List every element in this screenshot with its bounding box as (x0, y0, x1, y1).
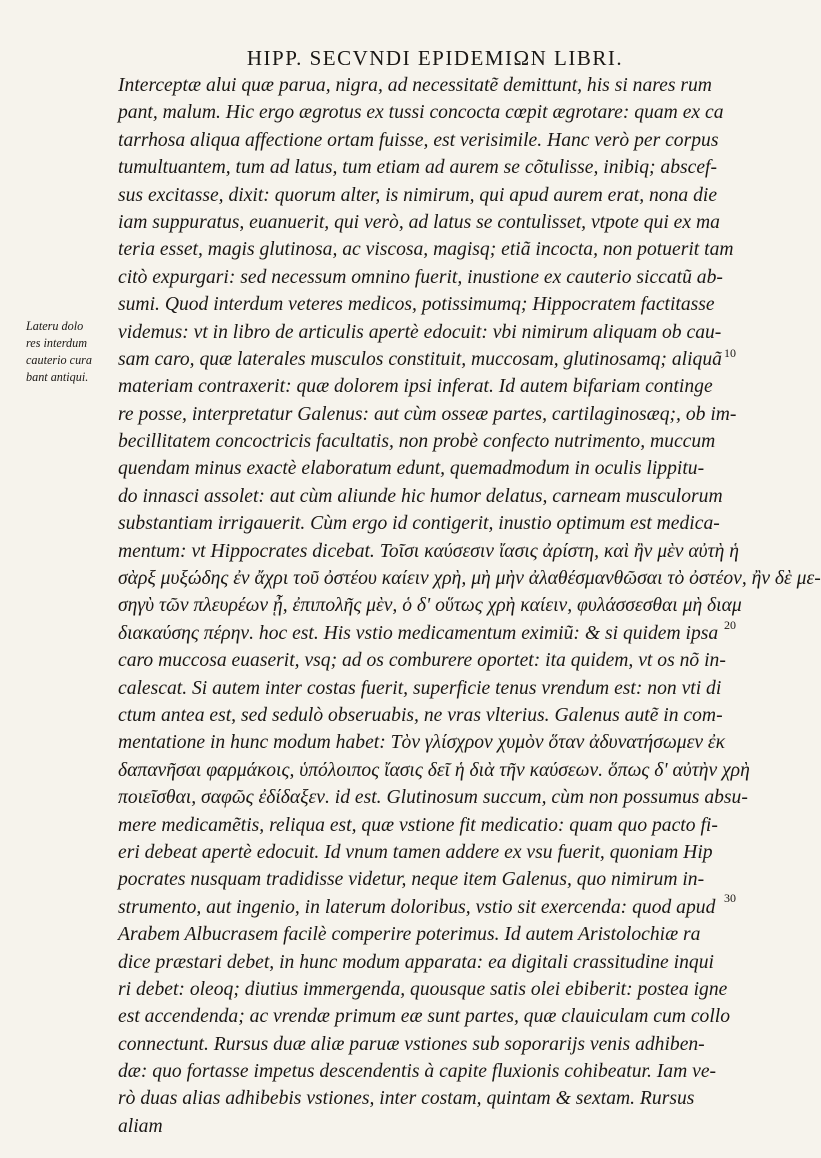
line-number: 30 (724, 891, 736, 905)
line-number: 20 (724, 618, 736, 632)
text-line: pant, malum. Hic ergo ægrotus ex tussi concocta cœpit ægrotare: quam ex ca (118, 102, 724, 124)
text-line: substantiam irrigauerit. Cùm ergo id contigerit, inustio optimum est medica- (118, 513, 720, 535)
text-line: Arabem Albucrasem facilè comperire poterimus. Id autem Aristolochiæ ra (118, 924, 701, 946)
text-line: aliam (118, 1115, 163, 1137)
text-line: tarrhosa aliqua affectione ortam fuisse, est verisimile. Hanc verò per corpus (118, 129, 719, 151)
text-line: σὰρξ μυξώδης ἐν ἄχρι τοῦ ὀστέου καίειν χρὴ, μὴ μὴν ἀλαθέσμανθῶσαι τὸ ὀστέον, ἢν δὲ με- (118, 568, 821, 590)
text-line: eri debeat apertè edocuit. Id vnum tamen addere ex vsu fuerit, quoniam Hip (118, 841, 713, 863)
text-line: videmus: vt in libro de articulis apertè edocuit: vbi nimirum aliquam ob cau- (118, 321, 722, 343)
text-line: sam caro, quæ laterales musculos constituit, muccosam, glutinosamq; aliquã (118, 348, 722, 370)
text-line: mere medicamẽtis, reliqua est, quæ vstione fit medicatio: quam quo pacto fi- (118, 814, 718, 836)
margin-note (26, 318, 118, 386)
text-line: caro muccosa euaserit, vsq; ad os comburere oportet: ita quidem, vt os nõ in- (118, 650, 726, 672)
margin-note-line: bant antiqui. (26, 370, 89, 384)
text-line: mentatione in hunc modum habet: Τὸν γλίσχρον χυμὸν ὅταν ἀδυνατήσωμεν ἐκ (118, 732, 726, 754)
text-line: tumultuantem, tum ad latus, tum etiam ad aurem se cõtulisse, inibiq; abscef- (118, 157, 717, 179)
text-line: est accendenda; ac vrendæ primum eæ sunt partes, quæ clauiculam cum collo (118, 1006, 731, 1028)
text-line: ri debet: oleoq; diutius immergenda, quousque satis olei ebiberit: postea igne (118, 978, 728, 1000)
text-line: διακαύσης πέρην. hoc est. His vstio medicamentum eximiũ: & si quidem ipsa (118, 622, 719, 644)
text-line: σηγὺ τῶν πλευρέων ᾖ, ἐπιπολῆς μὲν, ὁ δ' οὕτως χρὴ καίειν, φυλάσσεσθαι μὴ διαμ (118, 595, 742, 617)
text-line: calescat. Si autem inter costas fuerit, superficie tenus vrendum est: non vti di (118, 677, 722, 699)
text-line: rò duas alias adhibebis vstiones, inter costam, quintam & sextam. Rursus (118, 1088, 695, 1110)
text-line: Interceptæ alui quæ parua, nigra, ad necessitatẽ demittunt, his si nares rum (118, 75, 712, 96)
text-line: ποιεῖσθαι, σαφῶς ἐδίδαξεν. id est. Glutinosum succum, cùm non possumus absu- (118, 787, 748, 809)
text-line: sumi. Quod interdum veteres medicos, potissimumq; Hippocratem factitasse (118, 294, 715, 316)
text-line: materiam contraxerit: quæ dolorem ipsi inferat. Id autem bifariam continge (118, 376, 713, 398)
text-line: do innasci assolet: aut cùm aliunde hic humor delatus, carneam musculorum (118, 485, 723, 507)
margin-note-line: res interdum (26, 336, 88, 350)
text-line: connectunt. Rursus duæ aliæ paruæ vstiones sub soporarijs venis adhiben- (118, 1033, 705, 1055)
text-line: dice præstari debet, in hunc modum apparata: ea digitali crassitudine inqui (118, 951, 714, 973)
margin-note-line: cauterio cura (26, 353, 93, 367)
text-line: sus excitasse, dixit: quorum alter, is nimirum, qui apud aurem erat, nona die (118, 184, 718, 206)
text-line: citò expurgari: sed necessum omnino fuerit, inustione ex cauterio siccatũ ab- (118, 266, 723, 288)
text-line: teria esset, magis glutinosa, ac viscosa, magisq; etiã incocta, non potuerit tam (118, 239, 734, 261)
text-line: ctum antea est, sed sedulò obseruabis, ne vras vlterius. Galenus autẽ in com- (118, 704, 723, 726)
text-line: becillitatem concoctricis facultatis, non probè confecto nutrimento, muccum (118, 431, 716, 453)
margin-note-line: Lateru dolo (26, 319, 84, 333)
running-head: HIPP. SECVNDI EPIDEMIΩN LIBRI. (246, 46, 624, 70)
text-line: dæ: quo fortasse impetus descendentis à capite fluxionis cohibeatur. Iam ve- (118, 1061, 717, 1083)
text-line: δαπανῆσαι φαρμάκοις, ὑπόλοιπος ἴασις δεῖ ἡ διὰ τῆν καύσεων. ὅπως δ' αὐτὴν χρὴ (118, 759, 750, 781)
text-line: pocrates nusquam tradidisse videtur, neque item Galenus, quo nimirum in- (118, 869, 705, 891)
text-line: mentum: vt Hippocrates dicebat. Τοῖσι καύσεσιν ἴασις ἀρίστη, καὶ ἢν μὲν αὐτὴ ἡ (118, 540, 740, 562)
text-line: re posse, interpretatur Galenus: aut cùm osseæ partes, cartilaginosæq;, ob im- (118, 403, 737, 425)
text-line: quendam minus exactè elaboratum edunt, quemadmodum in oculis lippitu- (118, 458, 705, 480)
text-line: iam suppuratus, euanuerit, qui verò, ad latus se contulisset, vtpote qui ex ma (118, 211, 720, 233)
line-number: 10 (724, 346, 736, 360)
text-line: strumento, aut ingenio, in laterum doloribus, vstio sit exercenda: quod apud (118, 896, 716, 918)
